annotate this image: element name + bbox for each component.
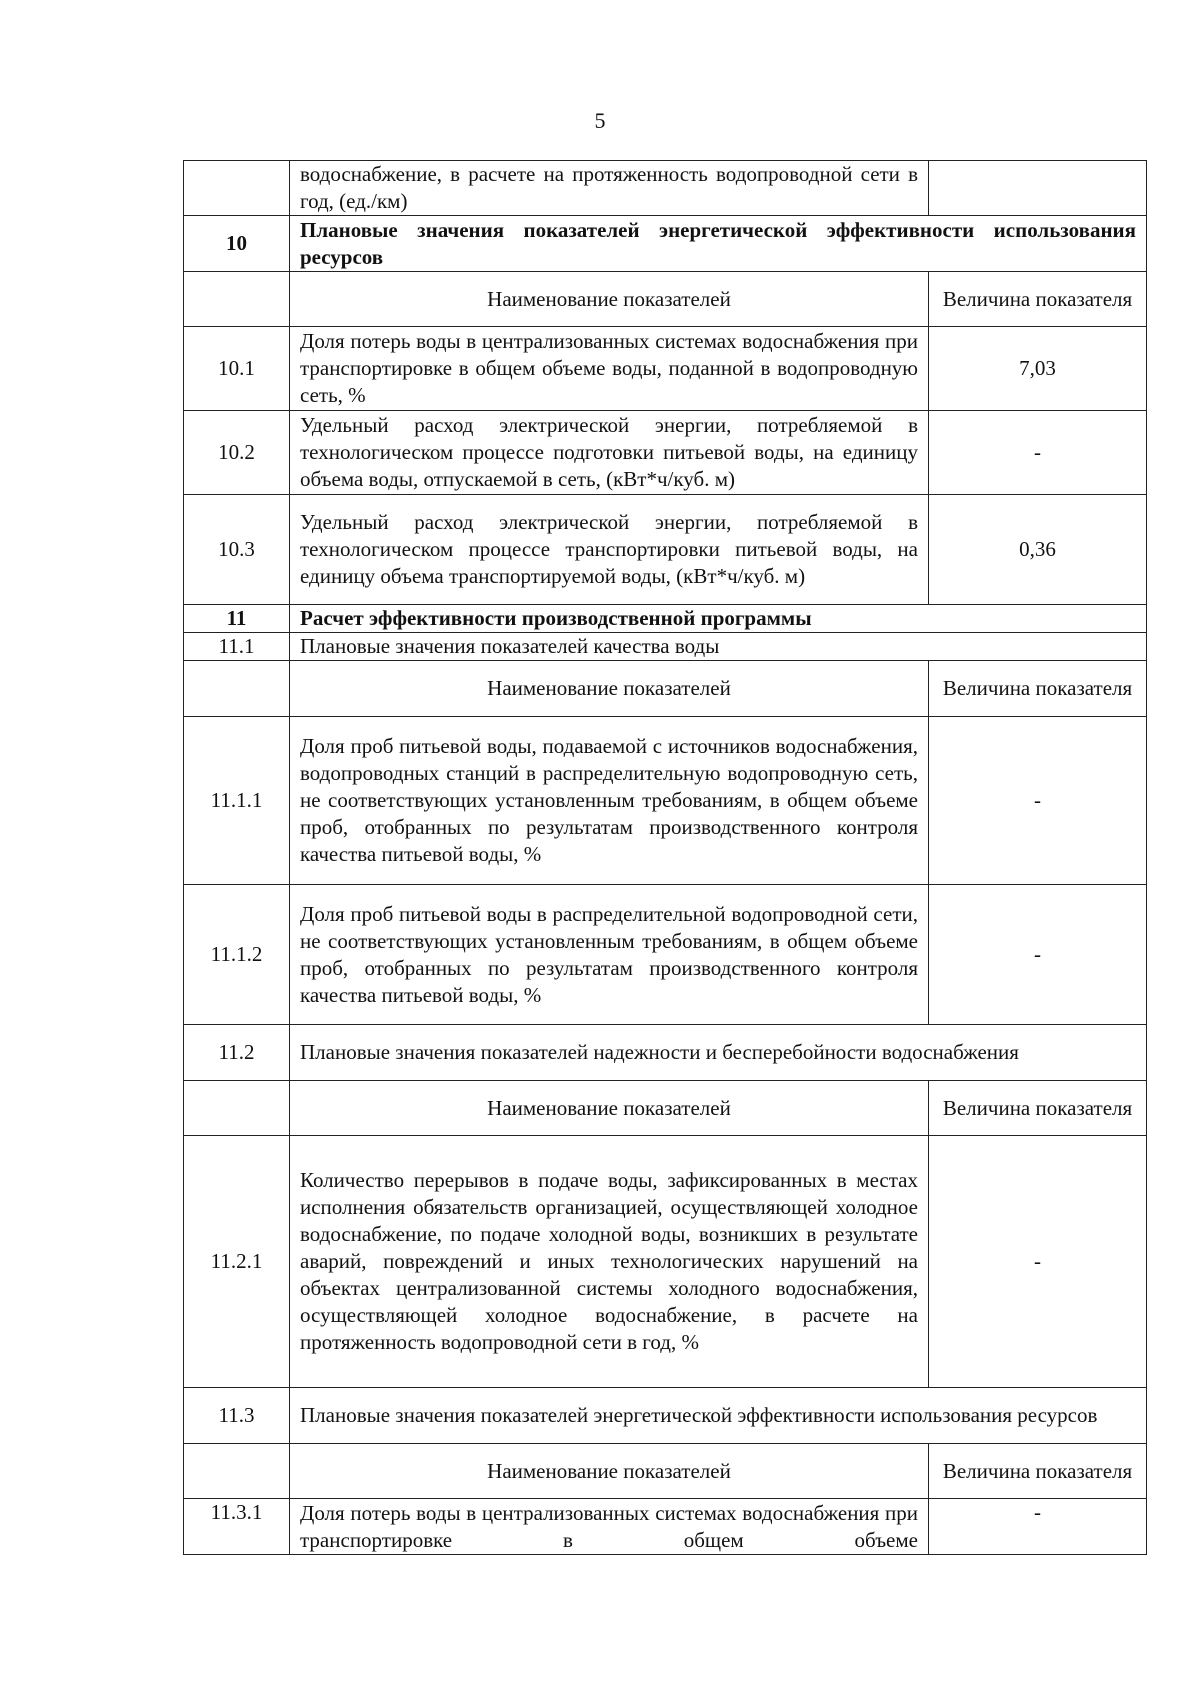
row-value: [929, 161, 1147, 216]
subsection-title: Плановые значения показателей надежности и бесперебойности водоснабжения: [290, 1025, 1147, 1081]
subsection-row: [184, 1388, 1147, 1444]
section-number: 11: [184, 605, 290, 633]
row-number: 10.1: [184, 327, 290, 411]
indicators-table: [183, 160, 1147, 1555]
table-row: [184, 411, 1147, 495]
subsection-row: [184, 633, 1147, 661]
subsection-title: Плановые значения показателей энергетической эффективности использования ресурсов: [290, 1388, 1147, 1444]
table-row: [184, 1136, 1147, 1388]
section-number: 10: [184, 216, 290, 272]
section-row: [184, 216, 1147, 272]
subsection-row: [184, 1025, 1147, 1081]
row-description: Доля проб питьевой воды, подаваемой с источников водоснабжения, водопроводных станций в распределительную водопроводную сеть, не соответствующих установленным требованиям, в общем объеме проб, отобранных по результатам производственного контроля качества питьевой воды, %: [290, 717, 929, 885]
section-row: [184, 605, 1147, 633]
table-row: [184, 885, 1147, 1025]
value-column-header: Величина показателя: [929, 661, 1147, 717]
name-column-header: Наименование показателей: [290, 1444, 929, 1499]
row-value: -: [929, 717, 1147, 885]
row-number: 11.1.2: [184, 885, 290, 1025]
page-number: 5: [594, 108, 606, 133]
value-column-header: Величина показателя: [929, 1081, 1147, 1136]
header-empty-cell: [184, 1081, 290, 1136]
row-number: [184, 161, 290, 216]
header-empty-cell: [184, 272, 290, 327]
section-title: Плановые значения показателей энергетической эффективности использования ресурсов: [290, 216, 1147, 272]
header-empty-cell: [184, 1444, 290, 1499]
row-description: водоснабжение, в расчете на протяженность водопроводной сети в год, (ед./км): [290, 161, 929, 216]
row-value: -: [929, 885, 1147, 1025]
value-column-header: Величина показателя: [929, 1444, 1147, 1499]
name-column-header: Наименование показателей: [290, 272, 929, 327]
value-column-header: Величина показателя: [929, 272, 1147, 327]
row-description: Количество перерывов в подаче воды, зафиксированных в местах исполнения обязательств организацией, осуществляющей холодное водоснабжение, по подаче холодной воды, возникших в результате аварий, повреждений и иных технологических нарушений на объектах централизованной системы холодного водоснабжения, осуществляющей холодное водоснабжение, в расчете на протяженность водопроводной сети в год, %: [290, 1136, 929, 1388]
subsection-number: 11.2: [184, 1025, 290, 1081]
name-column-header: Наименование показателей: [290, 661, 929, 717]
row-description: Доля потерь воды в централизованных системах водоснабжения при транспортировке в общем объеме: [290, 1499, 929, 1555]
table-row: [184, 161, 1147, 216]
row-value: -: [929, 1499, 1147, 1555]
table-row: [184, 495, 1147, 605]
header-row: [184, 661, 1147, 717]
row-value: 7,03: [929, 327, 1147, 411]
subsection-number: 11.1: [184, 633, 290, 661]
subsection-number: 11.3: [184, 1388, 290, 1444]
table-row: [184, 717, 1147, 885]
section-title: Расчет эффективности производственной программы: [290, 605, 1147, 633]
name-column-header: Наименование показателей: [290, 1081, 929, 1136]
header-empty-cell: [184, 661, 290, 717]
row-value: -: [929, 1136, 1147, 1388]
subsection-title: Плановые значения показателей качества воды: [290, 633, 1147, 661]
row-value: 0,36: [929, 495, 1147, 605]
header-row: [184, 1444, 1147, 1499]
row-number: 11.1.1: [184, 717, 290, 885]
row-value: -: [929, 411, 1147, 495]
row-description: Удельный расход электрической энергии, потребляемой в технологическом процессе подготовки питьевой воды, на единицу объема воды, отпускаемой в сеть, (кВт*ч/куб. м): [290, 411, 929, 495]
row-description: Доля проб питьевой воды в распределительной водопроводной сети, не соответствующих установленным требованиям, в общем объеме проб, отобранных по результатам производственного контроля качества питьевой воды, %: [290, 885, 929, 1025]
header-row: [184, 272, 1147, 327]
row-number: 11.2.1: [184, 1136, 290, 1388]
row-description: Доля потерь воды в централизованных системах водоснабжения при транспортировке в общем объеме воды, поданной в водопроводную сеть, %: [290, 327, 929, 411]
table-row: [184, 1499, 1147, 1555]
row-number: 11.3.1: [184, 1499, 290, 1555]
table-row: [184, 327, 1147, 411]
row-number: 10.2: [184, 411, 290, 495]
header-row: [184, 1081, 1147, 1136]
row-description: Удельный расход электрической энергии, потребляемой в технологическом процессе транспортировки питьевой воды, на единицу объема транспортируемой воды, (кВт*ч/куб. м): [290, 495, 929, 605]
row-number: 10.3: [184, 495, 290, 605]
